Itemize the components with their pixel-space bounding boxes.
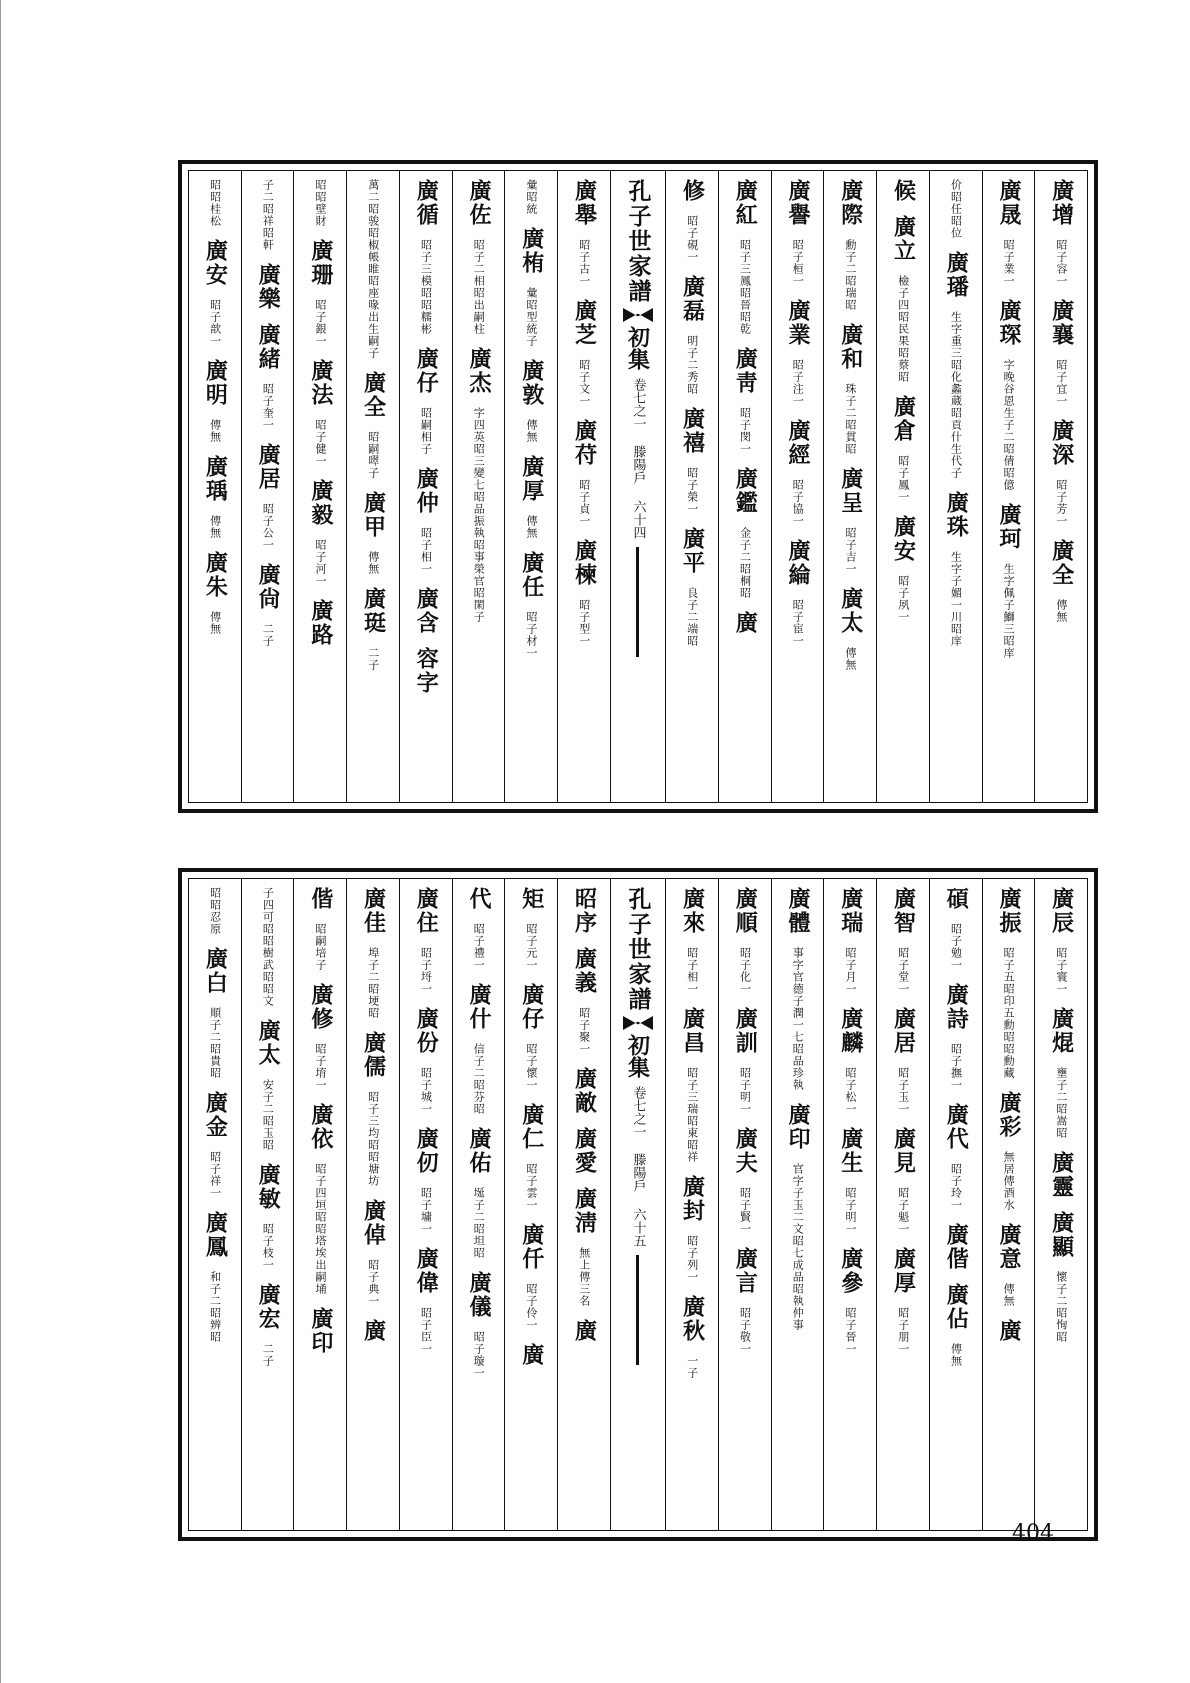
person-name: 廣倉 <box>890 395 917 443</box>
person-name: 廣佳 <box>360 887 387 935</box>
lineage-note: 昭子寰一 <box>1054 947 1068 995</box>
lineage-note: 安子二昭玉昭 <box>261 1079 275 1151</box>
person-name: 候 <box>890 179 917 203</box>
lineage-note: 埠子二昭埂昭 <box>366 947 380 1019</box>
genealogy-column <box>876 171 929 802</box>
lineage-note: 昭子玲一 <box>949 1163 963 1211</box>
lineage-note: 昭子銀一 <box>314 299 328 347</box>
center-spine <box>610 171 665 802</box>
lineage-note: 昭子化一 <box>738 947 752 995</box>
lineage-note: 昭子閔一 <box>738 407 752 455</box>
person-name: 廣增 <box>1048 179 1075 227</box>
lineage-note: 生字重三昭化蠡蔵昭貢什生代子 <box>949 311 963 479</box>
lineage-note: 金子二昭桐昭 <box>738 527 752 599</box>
person-name: 廣循 <box>413 179 440 227</box>
person-name: 廣愛 <box>571 1127 598 1175</box>
lineage-note: 昭子夙一 <box>896 575 910 623</box>
person-name: 廣立 <box>890 215 917 263</box>
lineage-note: 昭昭忍原 <box>208 887 222 935</box>
person-name: 廣杰 <box>466 347 493 395</box>
genealogy-sheet-top <box>178 160 1098 813</box>
fishtail-mark <box>623 1016 653 1030</box>
person-name: 廣磊 <box>679 275 706 323</box>
lineage-note: 昭子埒一 <box>419 947 433 995</box>
person-name: 廣顯 <box>1048 1211 1075 1259</box>
book-title: 孔子世家譜 <box>624 179 652 304</box>
person-name: 廣參 <box>837 1247 864 1295</box>
lineage-note: 昭子禮一 <box>472 923 486 971</box>
lineage-note: 昭子懷一 <box>524 1043 538 1091</box>
genealogy-column <box>982 879 1035 1530</box>
lineage-note: 順子二昭貴昭 <box>208 1007 222 1079</box>
volume-label: 卷七之一 滕陽戶 <box>630 378 646 484</box>
lineage-note: 昭子古一 <box>577 239 591 287</box>
lineage-note: 無居傳酒水 <box>1002 1151 1016 1211</box>
lineage-note: 昭子吉一 <box>843 527 857 575</box>
person-name: 廣宏 <box>255 1283 282 1331</box>
person-name: 廣全 <box>360 371 387 419</box>
person-name: 廣敵 <box>571 1067 598 1115</box>
genealogy-column <box>346 171 399 802</box>
fishtail-mark <box>623 308 653 322</box>
lineage-note: 昭子材一 <box>524 611 538 659</box>
lineage-note: 昭子四垣昭昭塔埃出嗣埇 <box>314 1163 328 1295</box>
lineage-note: 昭子榮一 <box>685 467 699 515</box>
genealogy-column <box>876 879 929 1530</box>
genealogy-column <box>452 879 505 1530</box>
person-name: 修 <box>679 179 706 203</box>
genealogy-column <box>504 171 557 802</box>
lineage-note: 价昭任昭位 <box>949 179 963 239</box>
lineage-note: 昭子硯一 <box>685 215 699 263</box>
lineage-note: 昭昭壁財 <box>314 179 328 227</box>
person-name: 廣任 <box>518 551 545 599</box>
person-name: 廣鑑 <box>732 467 759 515</box>
person-name: 廣全 <box>1048 539 1075 587</box>
lineage-note: 昭子雲一 <box>524 1163 538 1211</box>
person-name: 廣 <box>995 1319 1022 1343</box>
person-name: 廣太 <box>837 587 864 635</box>
lineage-note: 昭子魁一 <box>896 1187 910 1235</box>
person-name: 廣深 <box>1048 419 1075 467</box>
lineage-note: 昭子歆一 <box>208 299 222 347</box>
lineage-note: 子四可昭昭樹武昭昭文 <box>261 887 275 1007</box>
lineage-note: 昭昭桂松 <box>208 179 222 227</box>
genealogy-column <box>241 171 294 802</box>
lineage-note: 檢子四昭民果昭蔡昭 <box>896 275 910 383</box>
person-name: 廣舉 <box>571 179 598 227</box>
person-name: 廣印 <box>785 1103 811 1151</box>
person-name: 廣呈 <box>837 467 864 515</box>
lineage-note: 昭子撫一 <box>949 1043 963 1091</box>
person-name: 廣路 <box>307 599 334 647</box>
person-name: 廣彩 <box>995 1091 1022 1139</box>
person-name: 廣印 <box>307 1307 334 1355</box>
genealogy-column <box>718 879 771 1530</box>
genealogy-column <box>189 879 241 1530</box>
person-name: 廣麟 <box>837 1007 864 1055</box>
person-name: 廣法 <box>307 359 334 407</box>
lineage-note: 昭子三均昭昭塘坊 <box>366 1091 380 1187</box>
person-name: 廣儀 <box>466 1271 493 1319</box>
genealogy-column <box>823 171 876 802</box>
lineage-note: 昭嗣噿子 <box>366 431 380 479</box>
lineage-note: 昭子健一 <box>314 419 328 467</box>
person-name: 廣芝 <box>571 299 598 347</box>
leaf-number: 六十四 <box>630 500 646 539</box>
book-title: 孔子世家譜 <box>624 887 652 1012</box>
person-name: 廣體 <box>785 887 811 935</box>
lineage-note: 珠子二昭貫昭 <box>843 383 857 455</box>
lineage-note: 昭子芳一 <box>1054 479 1068 527</box>
person-name: 廣封 <box>679 1175 706 1223</box>
genealogy-column <box>665 171 718 802</box>
lineage-note: 埏子二昭坦昭 <box>472 1187 486 1259</box>
person-name: 廣紅 <box>732 179 759 227</box>
lineage-note: 昭子月一 <box>843 947 857 995</box>
lineage-note: 昭子典一 <box>366 1259 380 1307</box>
person-name: 廣珽 <box>360 587 387 635</box>
person-name: 廣敏 <box>255 1163 282 1211</box>
person-name: 廣琛 <box>995 299 1022 347</box>
person-name: 廣安 <box>202 239 229 287</box>
lineage-note: 昭子勉一 <box>949 923 963 971</box>
person-name: 廣智 <box>890 887 917 935</box>
lineage-note: 昭子宦一 <box>791 599 805 647</box>
lineage-note: 和子二昭辨昭 <box>208 1271 222 1343</box>
lineage-note: 子二昭祥昭軒 <box>261 179 275 251</box>
person-name: 廣仔 <box>413 347 440 395</box>
person-name: 廣 <box>518 1343 545 1367</box>
person-name: 廣偕 <box>943 1223 970 1271</box>
lineage-note: 昭嗣培子 <box>314 923 328 971</box>
person-name: 矩 <box>518 887 545 911</box>
person-name: 廣仟 <box>518 1223 545 1271</box>
person-name: 廣瑀 <box>202 455 229 503</box>
lineage-note: 傳無 <box>524 515 538 539</box>
person-name: 廣和 <box>837 323 864 371</box>
genealogy-column <box>929 879 982 1530</box>
lineage-note: 昭子松一 <box>843 1067 857 1115</box>
lineage-note: 壅子二昭嵩昭 <box>1054 1067 1068 1139</box>
lineage-note: 生字子媚一川昭庠 <box>949 551 963 647</box>
person-name: 廣珂 <box>995 503 1022 551</box>
person-name: 廣份 <box>413 1007 440 1055</box>
genealogy-column <box>189 171 241 802</box>
person-name: 廣佐 <box>466 179 493 227</box>
person-name: 廣毅 <box>307 479 334 527</box>
person-name: 廣緒 <box>255 323 282 371</box>
lineage-note: 昭子貞一 <box>577 479 591 527</box>
lineage-note: 昭子桓一 <box>791 239 805 287</box>
person-name: 偕 <box>307 887 334 911</box>
person-name: 廣仁 <box>518 1103 545 1151</box>
lineage-note: 傳無 <box>208 419 222 443</box>
lineage-note: 字四英昭三變七昭品振執昭事榮官昭閑子 <box>472 407 486 623</box>
lineage-note: 昭子元一 <box>524 923 538 971</box>
center-spine <box>610 879 665 1530</box>
genealogy-column <box>665 879 718 1530</box>
lineage-note: 信子二昭芬昭 <box>472 1043 486 1115</box>
person-name: 廣業 <box>785 299 811 347</box>
lineage-note: 昭子晉一 <box>843 1307 857 1355</box>
person-name: 容字 <box>413 647 440 695</box>
lineage-note: 昭子鳳一 <box>896 455 910 503</box>
person-name: 廣鳳 <box>202 1211 229 1259</box>
genealogy-column <box>399 879 452 1530</box>
genealogy-column <box>346 879 399 1530</box>
person-name: 廣栯 <box>518 227 545 275</box>
leaf-number: 六十五 <box>630 1208 646 1247</box>
lineage-note: 傳無 <box>1002 1283 1016 1307</box>
person-name: 廣依 <box>307 1103 334 1151</box>
genealogy-column <box>771 171 824 802</box>
lineage-note: 昭子賢一 <box>738 1187 752 1235</box>
lineage-note: 昭子協一 <box>791 479 805 527</box>
genealogy-column <box>557 879 610 1530</box>
lineage-note: 傳無 <box>843 647 857 671</box>
person-name: 廣夫 <box>732 1127 759 1175</box>
lineage-note: 萬二昭骏昭椒帳睢昭座喙出生嗣子 <box>366 179 380 359</box>
genealogy-column <box>241 879 294 1530</box>
person-name: 廣襄 <box>1048 299 1075 347</box>
person-name: 廣仔 <box>518 983 545 1031</box>
person-name: 昭序 <box>571 887 598 935</box>
person-name: 廣瑞 <box>837 887 864 935</box>
person-name: 廣代 <box>943 1103 970 1151</box>
lineage-note: 昭子城一 <box>419 1067 433 1115</box>
person-name: 廣禧 <box>679 407 706 455</box>
lineage-note: 昭子容一 <box>1054 239 1068 287</box>
person-name: 廣靈 <box>1048 1151 1075 1199</box>
person-name: 碩 <box>943 887 970 911</box>
person-name: 廣太 <box>255 1019 282 1067</box>
person-name: 廣尙 <box>255 563 282 611</box>
genealogy-column <box>718 171 771 802</box>
person-name: 廣昌 <box>679 1007 706 1055</box>
person-name: 廣靑 <box>732 347 759 395</box>
lineage-note: 昭子伶一 <box>524 1283 538 1331</box>
lineage-note: 昭子相一 <box>685 947 699 995</box>
lineage-note: 昭子三鳳昭晉昭乾 <box>738 239 752 335</box>
lineage-note: 昭子堉一 <box>314 1043 328 1091</box>
person-name: 廣佑 <box>466 1127 493 1175</box>
spine-rule <box>636 547 639 657</box>
lineage-note: 傳無 <box>1054 599 1068 623</box>
person-name: 廣平 <box>679 527 706 575</box>
person-name: 廣敦 <box>518 359 545 407</box>
genealogy-column <box>293 879 346 1530</box>
person-name: 廣璠 <box>943 251 970 299</box>
person-name: 廣際 <box>837 179 864 227</box>
person-name: 廣 <box>360 1319 387 1343</box>
lineage-note: 昭子枝一 <box>261 1223 275 1271</box>
lineage-note: 昭子河一 <box>314 539 328 587</box>
person-name: 廣詩 <box>943 983 970 1031</box>
person-name: 廣晟 <box>995 179 1022 227</box>
person-name: 廣焜 <box>1048 1007 1075 1055</box>
lineage-note: 昭子三模昭昭糯彬 <box>419 239 433 335</box>
genealogy-sheet-bottom <box>178 868 1098 1541</box>
lineage-note: 明子二秀昭 <box>685 335 699 395</box>
lineage-note: 昭子明一 <box>843 1187 857 1235</box>
person-name: 廣佔 <box>943 1283 970 1331</box>
lineage-note: 傳無 <box>949 1343 963 1367</box>
lineage-note: 昭子注一 <box>791 359 805 407</box>
genealogy-column <box>823 879 876 1530</box>
person-name: 廣言 <box>732 1247 759 1295</box>
person-name: 廣見 <box>890 1127 917 1175</box>
lineage-note: 昭嗣相子 <box>419 407 433 455</box>
person-name: 廣苻 <box>571 419 598 467</box>
lineage-note: 一子 <box>685 1355 699 1379</box>
genealogy-column <box>1034 879 1087 1530</box>
person-name: 代 <box>466 887 493 911</box>
person-name: 廣珠 <box>943 491 970 539</box>
person-name: 廣白 <box>202 947 229 995</box>
lineage-note: 昭子明一 <box>738 1067 752 1115</box>
volume-label: 卷七之一 滕陽戶 <box>630 1086 646 1192</box>
person-name: 廣厚 <box>890 1247 917 1295</box>
genealogy-column <box>399 171 452 802</box>
person-name: 廣儒 <box>360 1031 387 1079</box>
person-name: 廣居 <box>890 1007 917 1055</box>
person-name: 廣什 <box>466 983 493 1031</box>
lineage-note: 昭子二相昭出嗣柱 <box>472 239 486 335</box>
person-name: 廣訓 <box>732 1007 759 1055</box>
lineage-note: 昭子奎一 <box>261 383 275 431</box>
lineage-note: 彙昭統 <box>524 179 538 215</box>
genealogy-column <box>293 171 346 802</box>
lineage-note: 昭子文一 <box>577 359 591 407</box>
genealogy-column <box>452 171 505 802</box>
lineage-note: 二子 <box>261 623 275 647</box>
person-name: 廣安 <box>890 515 917 563</box>
person-name: 廣譽 <box>785 179 811 227</box>
lineage-note: 昭子敬一 <box>738 1307 752 1355</box>
person-name: 廣義 <box>571 947 598 995</box>
person-name: 廣 <box>571 1319 598 1343</box>
lineage-note: 二子 <box>366 647 380 671</box>
lineage-note: 無上傳三名 <box>577 1247 591 1307</box>
lineage-note: 勳子二昭瑞昭 <box>843 239 857 311</box>
lineage-note: 昭子列一 <box>685 1235 699 1283</box>
person-name: 廣秋 <box>679 1295 706 1343</box>
person-name: 廣厚 <box>518 455 545 503</box>
lineage-note: 昭子朋一 <box>896 1307 910 1355</box>
person-name: 廣修 <box>307 983 334 1031</box>
person-name: 廣樂 <box>255 263 282 311</box>
person-name: 廣淸 <box>571 1187 598 1235</box>
lineage-note: 事字官德子潤一七昭品珍執 <box>791 947 805 1091</box>
person-name: 廣楝 <box>571 539 598 587</box>
lineage-note: 昭子臣一 <box>419 1307 433 1355</box>
lineage-note: 昭子堂一 <box>896 947 910 995</box>
lineage-note: 昭子公一 <box>261 503 275 551</box>
person-name: 廣辰 <box>1048 887 1075 935</box>
lineage-note: 傳無 <box>208 611 222 635</box>
lineage-note: 昭子三瑞昭東昭祥 <box>685 1067 699 1163</box>
sheet-columns <box>188 878 1088 1531</box>
lineage-note: 昭子型一 <box>577 599 591 647</box>
person-name: 廣來 <box>679 887 706 935</box>
person-name: 廣倬 <box>360 1199 387 1247</box>
person-name: 廣含 <box>413 587 440 635</box>
lineage-note: 昭子業一 <box>1002 239 1016 287</box>
lineage-note: 生字佩子鰤三昭庠 <box>1002 563 1016 659</box>
lineage-note: 良子二端昭 <box>685 587 699 647</box>
sheet-columns <box>188 170 1088 803</box>
lineage-note: 官字子玉二文昭七成品昭執仲事 <box>791 1163 805 1331</box>
series-label: 初集 <box>624 326 651 370</box>
person-name: 廣居 <box>255 443 282 491</box>
lineage-note: 昭子五昭印五勳昭昭勳藏 <box>1002 947 1016 1079</box>
genealogy-column <box>504 879 557 1530</box>
person-name: 廣珊 <box>307 239 334 287</box>
lineage-note: 昭子聚一 <box>577 1007 591 1055</box>
scan-edge <box>0 0 1 1683</box>
spine-rule <box>636 1255 639 1365</box>
lineage-note: 彙昭型統子 <box>524 287 538 347</box>
series-label: 初集 <box>624 1034 651 1078</box>
lineage-note: 昭子祥一 <box>208 1151 222 1199</box>
person-name: 廣偉 <box>413 1247 440 1295</box>
genealogy-column <box>1034 171 1087 802</box>
lineage-note: 二子 <box>261 1343 275 1367</box>
person-name: 廣朱 <box>202 551 229 599</box>
person-name: 廣振 <box>995 887 1022 935</box>
lineage-note: 字晚谷恩生子二昭倩昭億 <box>1002 359 1016 491</box>
lineage-note: 昭子玉一 <box>896 1067 910 1115</box>
person-name: 廣生 <box>837 1127 864 1175</box>
lineage-note: 昭子宜一 <box>1054 359 1068 407</box>
genealogy-column <box>771 879 824 1530</box>
person-name: 廣住 <box>413 887 440 935</box>
person-name: 廣仞 <box>413 1127 440 1175</box>
genealogy-column <box>982 171 1035 802</box>
person-name: 廣綸 <box>785 539 811 587</box>
person-name: 廣 <box>732 611 759 635</box>
person-name: 廣經 <box>785 419 811 467</box>
lineage-note: 昭子相一 <box>419 527 433 575</box>
person-name: 廣明 <box>202 359 229 407</box>
lineage-note: 傳無 <box>524 419 538 443</box>
lineage-note: 昭子璇一 <box>472 1331 486 1379</box>
person-name: 廣金 <box>202 1091 229 1139</box>
person-name: 廣甲 <box>360 491 387 539</box>
person-name: 廣順 <box>732 887 759 935</box>
lineage-note: 傳無 <box>366 551 380 575</box>
genealogy-column <box>557 171 610 802</box>
genealogy-column <box>929 171 982 802</box>
person-name: 廣仲 <box>413 467 440 515</box>
lineage-note: 懷子二昭恂昭 <box>1054 1271 1068 1343</box>
page-number: 404 <box>1012 1521 1054 1546</box>
lineage-note: 傳無 <box>208 515 222 539</box>
lineage-note: 昭子墉一 <box>419 1187 433 1235</box>
person-name: 廣意 <box>995 1223 1022 1271</box>
